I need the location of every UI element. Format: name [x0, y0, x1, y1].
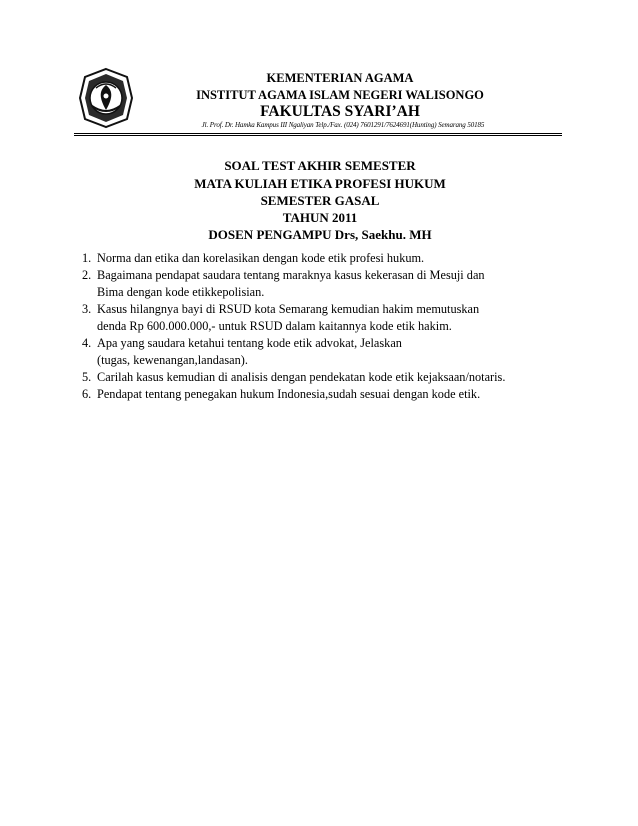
course-name: MATA KULIAH ETIKA PROFESI HUKUM [194, 176, 446, 191]
question-number: 6. [82, 387, 92, 401]
question-item [78, 335, 598, 369]
question-item [78, 386, 598, 403]
question-text: Kasus hilangnya bayi di RSUD kota Semarang kemudian hakim memutuskan [97, 302, 480, 316]
question-text: denda Rp 600.000.000,- untuk RSUD dalam kaitannya kode etik hakim. [97, 319, 452, 333]
institute-name: INSTITUT AGAMA ISLAM NEGERI WALISONGO [196, 88, 484, 102]
question-text: Norma dan etika dan korelasikan dengan kode etik profesi hukum. [97, 251, 425, 265]
year-label: TAHUN 2011 [282, 210, 358, 225]
question-item [78, 250, 598, 267]
letterhead-rule-top [74, 133, 562, 134]
question-number: 3. [82, 302, 92, 316]
question-text: Apa yang saudara ketahui tentang kode etik advokat, Jelaskan [97, 336, 402, 350]
lecturer-label: DOSEN PENGAMPU Drs, Saekhu. MH [208, 227, 432, 242]
question-list [78, 250, 598, 403]
question-number: 5. [82, 370, 92, 384]
letterhead-rule-bottom [74, 135, 562, 136]
question-text: (tugas, kewenangan,landasan). [97, 353, 248, 367]
question-text: Bagaimana pendapat saudara tentang maraknya kasus kekerasan di Mesuji dan [97, 268, 485, 282]
exam-title: SOAL TEST AKHIR SEMESTER [224, 158, 416, 173]
question-text: Bima dengan kode etikkepolisian. [97, 285, 265, 299]
question-number: 1. [82, 251, 92, 265]
question-number: 2. [82, 268, 92, 282]
institution-emblem-icon [74, 66, 138, 130]
question-text: Carilah kasus kemudian di analisis dengan pendekatan kode etik kejaksaan/notaris. [97, 370, 506, 384]
ministry-name: KEMENTERIAN AGAMA [266, 71, 414, 85]
question-item [78, 369, 598, 386]
faculty-address: Jl. Prof. Dr. Hamka Kampus III Ngaliyan Telp./Fax. (024) 7601291/7624691(Hunting) Semarang 50185 [201, 121, 485, 129]
question-text: Pendapat tentang penegakan hukum Indonesia,sudah sesuai dengan kode etik. [97, 387, 481, 401]
question-number: 4. [82, 336, 92, 350]
question-item [78, 301, 598, 335]
question-item [78, 267, 598, 301]
faculty-name: FAKULTAS SYARI’AH [260, 103, 420, 120]
semester-label: SEMESTER GASAL [260, 193, 380, 208]
